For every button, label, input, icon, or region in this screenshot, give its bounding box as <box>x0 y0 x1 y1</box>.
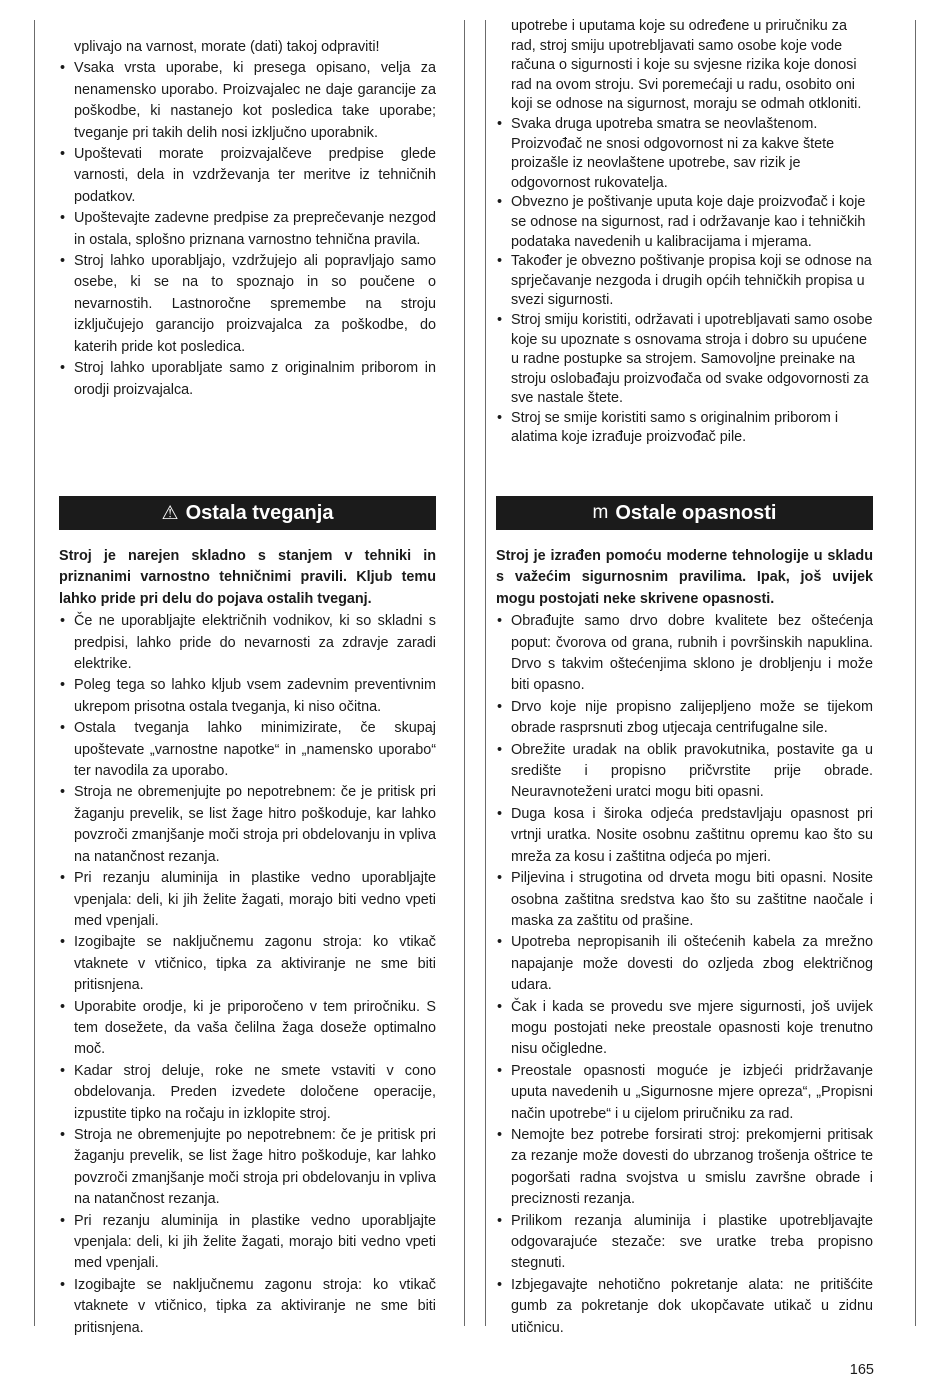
list-item: • Izbjegavajte nehotično pokretanje alata: ne pritišćite gumb za pokretanje dok ukopčavate utikač u zidnu utičnicu. <box>496 1275 873 1339</box>
continuation-text: vplivajo na varnost, morate (dati) takoj odpraviti! <box>74 39 380 55</box>
list-item: • Piljevina i strugotina od drveta mogu biti opasni. Nosite osobna zaštitna sredstva kao što su zaštitne naočale i maska za zaštitu od prašine. <box>496 868 873 932</box>
list-item: • Obrađujte samo drvo dobre kvalitete bez oštećenja poput: čvorova od grana, rubnih i površinskih napuklina. Drvo s takvim oštećenjima sklono je drobljenju i može biti opasno. <box>496 611 873 697</box>
bullet-list <box>496 611 873 1339</box>
list-item: • Izogibajte se naključnemu zagonu stroja: ko vtikač vtaknete v vtičnico, tipka za aktiviranje ne sme biti pritisnjena. <box>59 1275 436 1339</box>
list-item: • Obrežite uradak na oblik pravokutnika, postavite ga u središte i propisno pričvrstite prije obrade. Neuravnoteženi uratci mogu biti opasni. <box>496 740 873 804</box>
list-item: • Duga kosa i široka odjeća predstavljaju opasnost pri vrtnji uratka. Nosite osobnu zaštitnu opremu kao što su mreža za kosu i zaštitna odjeća po mjeri. <box>496 804 873 868</box>
list-item: • Uporabite orodje, ki je priporočeno v tem priročniku. S tem dosežete, da vaša čelilna žaga doseže optimalno moč. <box>59 997 436 1061</box>
left-top-text <box>59 37 436 401</box>
list-item: • Također je obvezno poštivanje propisa koji se odnose na sprječavanje nezgoda i drugih općih tehničkih propisa u svezi sigurnosti. <box>496 252 873 311</box>
bullet-list <box>59 58 436 401</box>
center-rule-left <box>464 20 465 1326</box>
list-item: • Ostala tveganja lahko minimizirate, če skupaj upoštevate „varnostne napotke“ in „namensko uporabo“ ter navodila za uporabo. <box>59 718 436 782</box>
list-item: • Izogibajte se naključnemu zagonu stroja: ko vtikač vtaknete v vtičnico, tipka za aktiviranje ne sme biti pritisnjena. <box>59 932 436 996</box>
list-item: • Prilikom rezanja aluminija i plastike upotrebljavajte odgovarajuće stezače: sve uratke treba propisno stegnuti. <box>496 1211 873 1275</box>
list-item: • Pri rezanju aluminija in plastike vedno uporabljajte vpenjala: deli, ki jih želite žagati, morajo biti vedno vpeti med vpenjali. <box>59 868 436 932</box>
left-margin-rule <box>34 20 35 1326</box>
right-section-body <box>496 546 873 1339</box>
list-item: • Kadar stroj deluje, roke ne smete vstaviti v cono obdelovanja. Preden izvedete določene operacije, izpustite tipko na ročaju in izklopite stroj. <box>59 1061 436 1125</box>
list-item: • Stroj lahko uporabljate samo z originalnim priborom in orodji proizvajalca. <box>59 358 436 401</box>
list-item: • Če ne uporabljajte električnih vodnikov, ki so skladni s predpisi, lahko pride do nevarnosti za zdravje zaradi elektrike. <box>59 611 436 675</box>
bullet-list <box>496 115 873 448</box>
list-item: • Upoštevajte zadevne predpise za preprečevanje nezgod in ostala, splošno priznana varnostno tehnična pravila. <box>59 208 436 251</box>
left-section-body <box>59 546 436 1339</box>
list-item: • Pri rezanju aluminija in plastike vedno uporabljajte vpenjala: deli, ki jih želite žagati, morajo biti vedno vpeti med vpenjali. <box>59 1211 436 1275</box>
list-item: • Upoštevati morate proizvajalčeve predpise glede varnosti, dela in vzdrževanja ter meritve iz tehničnih podatkov. <box>59 144 436 208</box>
list-item: • Čak i kada se provedu sve mjere sigurnosti, još uvijek mogu postojati neke preostale opasnosti koje trenutno nisu očigledne. <box>496 997 873 1061</box>
list-item: • Stroj se smije koristiti samo s originalnim priborom i alatima koje izrađuje proizvođač pile. <box>496 409 873 448</box>
list-item: • Svaka druga upotreba smatra se neovlaštenom. Proizvođač ne snosi odgovornost ni za kakve štete proizašle iz neovlaštene upotrebe, sav rizik je odgovornost rukovatelja. <box>496 115 873 193</box>
list-item: • Stroja ne obremenjujte po nepotrebnem: če je pritisk pri žaganju prevelik, se list žage hitro poškoduje, kar lahko povzroči zmanjšanje moči stroja pri obdelovanju in vpliva na natančnost rezanja. <box>59 782 436 868</box>
list-item: • Stroj smiju koristiti, održavati i upotrebljavati samo osobe koje su upoznate s osnovama stroja i dobro su upućene u radne postupke sa strojem. Samovoljne preinake na stroju oslobađaju proizvođača od svake odgovornosti za sve nastale štete. <box>496 311 873 409</box>
section-lead: Stroj je narejen skladno s stanjem v tehniki in priznanimi varnostno tehničnimi pravili. Kljub temu lahko pride pri delu do pojava ostalih tveganj. <box>59 548 436 607</box>
list-item: • Stroja ne obremenjujte po nepotrebnem: če je pritisk pri žaganju prevelik, se list žage hitro poškoduje, kar lahko povzroči zmanjšanje moči stroja pri obdelovanju in vpliva na natančnost rezanja. <box>59 1125 436 1211</box>
section-title: Ostale opasnosti <box>615 501 777 524</box>
list-item: • Vsaka vrsta uporabe, ki presega opisano, velja za nenamensko uporabo. Proizvajalec ne daje garancije za poškodbe, ki nastanejo kot posledica take uporabe; tveganje pri takih delih nosi izključno uporabnik. <box>59 58 436 144</box>
list-item: • Preostale opasnosti moguće je izbjeći pridržavanje uputa navedenih u „Sigurnosne mjere opreza“, „Propisni način upotrebe“ i u cijelom priručniku za rad. <box>496 1061 873 1125</box>
section-heading-ostale-opasnosti <box>496 496 873 530</box>
list-item: • Nemojte bez potrebe forsirati stroj: prekomjerni pritisak za rezanje može dovesti do ubrzanog trošenja oštrice te pogoršati radna svojstva u smislu završne obrade i preciznosti rezanja. <box>496 1125 873 1211</box>
list-item: • Stroj lahko uporabljajo, vzdržujejo ali popravljajo samo osebe, ki se na to spoznajo in so poučene o nevarnostih. Lastnoročne spremembe na stroju izključujejo garancijo proizvajalca za poškodbe, do katerih pride kot posledica. <box>59 251 436 358</box>
center-rule-right <box>485 20 486 1326</box>
continuation-text: upotrebe i uputama koje su određene u priručniku za rad, stroj smiju upotrebljavati samo osobe koje vode računa o sigurnosti i koje su svjesne rizika koje donosi rad na ovom stroju. Svi poremećaji u radu, osobito oni koji se odnose na sigurnost, moraju se odmah otkloniti. <box>511 18 862 113</box>
warning-icon: ⚠ <box>161 502 179 524</box>
list-item: • Upotreba nepropisanih ili oštećenih kabela za mrežno napajanje može dovesti do ozljeda zbog električnog udara. <box>496 932 873 996</box>
section-heading-ostala-tveganja <box>59 496 436 530</box>
list-item: • Drvo koje nije propisno zalijepljeno može se tijekom obrade rasprsnuti zbog utjecaja centrifugalne sile. <box>496 697 873 740</box>
right-top-text <box>496 17 873 448</box>
list-item: • Obvezno je poštivanje uputa koje daje proizvođač i koje se odnose na sigurnost, rad i održavanje kao i tehničkih podataka navedenih u kalibracijama i mjerama. <box>496 193 873 252</box>
section-symbol-icon: m <box>592 502 609 523</box>
section-title: Ostala tveganja <box>185 501 334 524</box>
section-lead: Stroj je izrađen pomoću moderne tehnologije u skladu s važećim sigurnosnim pravilima. Ipak, još uvijek mogu postojati neke skrivene opasnosti. <box>496 548 873 607</box>
right-margin-rule <box>915 20 916 1326</box>
bullet-list <box>59 611 436 1339</box>
page-number: 165 <box>849 1362 874 1378</box>
list-item: • Poleg tega so lahko kljub vsem zadevnim preventivnim ukrepom prisotna ostala tveganja, ki niso očitna. <box>59 675 436 718</box>
